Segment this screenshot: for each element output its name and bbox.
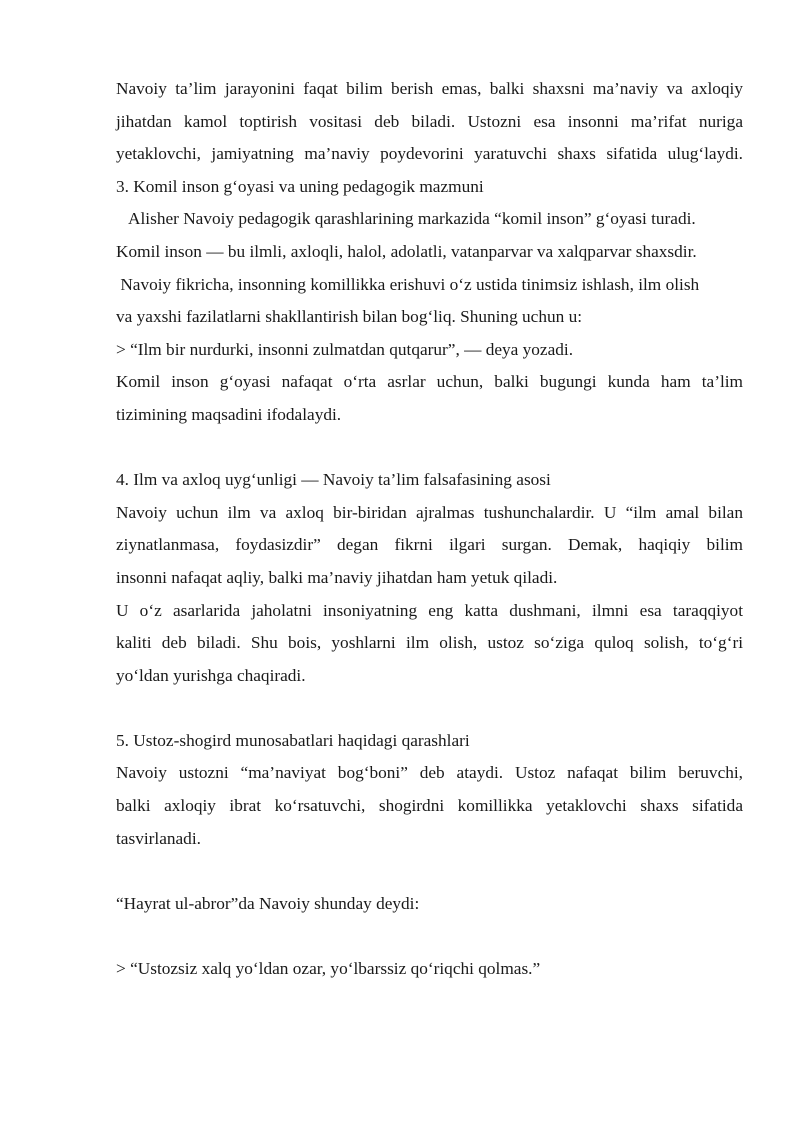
text-line: tizimining maqsadini ifodalaydi. bbox=[116, 404, 342, 424]
text-line: va yaxshi fazilatlarni shakllantirish bilan bog‘liq. Shuning uchun u: bbox=[116, 307, 583, 327]
blank-line bbox=[116, 920, 743, 953]
text-line: 4. Ilm va axloq uyg‘unligi — Navoiy ta’lim falsafasining asosi bbox=[116, 470, 551, 490]
text-line: Komil inson — bu ilmli, axloqli, halol, adolatli, vatanparvar va xalqparvar shaxsdir. bbox=[116, 241, 697, 261]
text-line: Navoiy fikricha, insonning komillikka erishuvi o‘z ustida tinimsiz ishlash, ilm olish bbox=[116, 274, 700, 294]
text-line: jihatdan kamol toptirish vositasi deb biladi. Ustozni esa insonni ma’rifat nuriga bbox=[116, 111, 743, 131]
text-line: > “Ilm bir nurdurki, insonni zulmatdan qutqarur”, — deya yozadi. bbox=[116, 339, 574, 359]
text-line: 3. Komil inson g‘oyasi va uning pedagogik mazmuni bbox=[116, 176, 484, 196]
text-line: yo‘ldan yurishga chaqiradi. bbox=[116, 665, 306, 685]
text-line: > “Ustozsiz xalq yo‘ldan ozar, yo‘lbarssiz qo‘riqchi qolmas.” bbox=[116, 959, 541, 979]
blank-line bbox=[116, 855, 743, 888]
text-line: U o‘z asarlarida jaholatni insoniyatning eng katta dushmani, ilmni esa taraqqiyot bbox=[116, 600, 743, 620]
document-body bbox=[116, 73, 743, 986]
text-line: tasvirlanadi. bbox=[116, 828, 201, 848]
text-line: Navoiy uchun ilm va axloq bir-biridan ajralmas tushunchalardir. U “ilm amal bilan bbox=[116, 502, 743, 522]
text-line: Alisher Navoiy pedagogik qarashlarining markazida “komil inson” g‘oyasi turadi. bbox=[116, 209, 696, 229]
text-line: kaliti deb biladi. Shu bois, yoshlarni ilm olish, ustoz so‘ziga quloq solish, to‘g‘ri bbox=[116, 633, 743, 653]
text-line: “Hayrat ul-abror”da Navoiy shunday deydi: bbox=[116, 893, 420, 913]
text-line: ziynatlanmasa, foydasizdir” degan fikrni ilgari surgan. Demak, haqiqiy bilim bbox=[116, 535, 743, 555]
blank-line bbox=[116, 692, 743, 725]
text-line: yetaklovchi, jamiyatning ma’naviy poydevorini yaratuvchi shaxs sifatida ulug‘laydi. bbox=[116, 144, 743, 164]
text-line: Navoiy ta’lim jarayonini faqat bilim berish emas, balki shaxsni ma’naviy va axloqiy bbox=[116, 79, 743, 98]
blank-line bbox=[116, 432, 743, 465]
text-line: 5. Ustoz-shogird munosabatlari haqidagi qarashlari bbox=[116, 730, 470, 750]
text-line: Navoiy ustozni “ma’naviyat bog‘boni” deb ataydi. Ustoz nafaqat bilim beruvchi, bbox=[116, 763, 743, 783]
text-line: Komil inson g‘oyasi nafaqat o‘rta asrlar uchun, balki bugungi kunda ham ta’lim bbox=[116, 372, 743, 392]
text-line: balki axloqiy ibrat ko‘rsatuvchi, shogirdni komillikka yetaklovchi shaxs sifatida bbox=[116, 796, 743, 816]
text-line: insonni nafaqat aqliy, balki ma’naviy jihatdan ham yetuk qiladi. bbox=[116, 567, 558, 587]
